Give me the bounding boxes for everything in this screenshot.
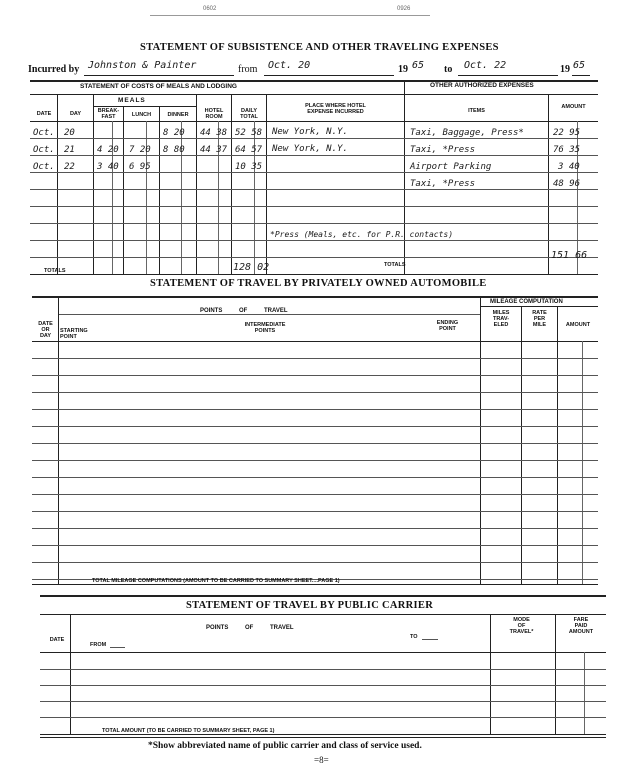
auto-row-line xyxy=(32,545,598,546)
auto-row-line xyxy=(32,358,598,359)
auto-row-line xyxy=(32,443,598,444)
auto-row-line xyxy=(32,477,598,478)
other-header-items: ITEMS xyxy=(468,108,485,114)
meals-totals-label: TOTALS xyxy=(44,268,66,274)
meals-header-hotel: HOTEL ROOM xyxy=(204,108,224,120)
to-date-value[interactable]: Oct. 22 xyxy=(464,60,507,71)
year2-prefix: 19 xyxy=(560,64,570,75)
auto-row-line xyxy=(32,562,598,563)
auto-header-rate: RATE PER MILE xyxy=(532,310,547,328)
meals-header-lunch: LUNCH xyxy=(131,112,152,118)
meals-row-day: 21 xyxy=(64,145,75,155)
meals-row-day: 22 xyxy=(64,162,75,172)
from-date-value[interactable]: Oct. 20 xyxy=(268,60,311,71)
other-totals-label: TOTALS xyxy=(384,262,406,268)
meals-row-breakfast: 4 20 xyxy=(97,145,119,155)
meals-header-dinner: DINNER xyxy=(167,112,189,118)
carrier-row-line xyxy=(40,669,606,670)
carrier-header-fare: FARE PAID AMOUNT xyxy=(568,617,594,635)
auto-total-label: TOTAL MILEAGE COMPUTATIONS (AMOUNT TO BE CARRIED TO SUMMARY SHEET....PAGE 1) xyxy=(92,578,340,584)
other-expense-amount: 22 95 xyxy=(553,128,581,138)
header-mark-2: 0926 xyxy=(397,6,411,12)
meals-row-hotel: 44 37 xyxy=(200,145,228,155)
other-totals-value: 151 66 xyxy=(551,250,588,261)
meals-header-date: DATE xyxy=(36,111,52,117)
public-carrier-title: STATEMENT OF TRAVEL BY PUBLIC CARRIER xyxy=(186,600,434,611)
auto-header-intermediate: INTERMEDIATE POINTS xyxy=(244,322,286,334)
other-expense-item: Taxi, *Press xyxy=(410,179,476,189)
meals-totals-value: 128 02 xyxy=(233,262,270,273)
meals-header-day: DAY xyxy=(69,111,82,117)
meals-row-place: New York, N.Y. xyxy=(272,127,348,137)
meals-header-place: PLACE WHERE HOTEL EXPENSE INCURRED xyxy=(305,103,366,115)
meals-row-lunch: 7 20 xyxy=(129,145,151,155)
carrier-row-line xyxy=(40,685,606,686)
meals-row-dinner: 8 20 xyxy=(163,128,185,138)
auto-points-label: POINTS OF TRAVEL xyxy=(200,308,288,314)
carrier-points-label: POINTS OF TRAVEL xyxy=(206,625,294,631)
to-label: to xyxy=(444,64,453,75)
auto-header-ending: ENDING POINT xyxy=(436,320,459,332)
meals-header-daily-total: DAILY TOTAL xyxy=(240,108,258,120)
meals-row-date: Oct. xyxy=(33,145,55,155)
press-note: *Press (Meals, etc. for P.R. contacts) xyxy=(270,230,454,239)
meals-row-day: 20 xyxy=(64,128,75,138)
meals-row-date: Oct. xyxy=(33,162,55,172)
other-expense-item: Taxi, Baggage, Press* xyxy=(410,128,524,138)
auto-row-line xyxy=(32,392,598,393)
from-label: from xyxy=(238,64,258,75)
incurred-by-value[interactable]: Johnston & Painter xyxy=(88,60,197,71)
meals-row-lunch: 6 95 xyxy=(129,162,151,172)
mileage-computation-label: MILEAGE COMPUTATION xyxy=(490,299,563,305)
other-header-amount: AMOUNT xyxy=(561,104,586,110)
year1-prefix: 19 xyxy=(398,64,408,75)
carrier-total-label: TOTAL AMOUNT (TO BE CARRIED TO SUMMARY SHEET, PAGE 1) xyxy=(102,728,275,734)
auto-header-amount: AMOUNT xyxy=(565,322,591,328)
meals-row-dinner: 8 80 xyxy=(163,145,185,155)
auto-row-line xyxy=(32,426,598,427)
auto-row-line xyxy=(32,375,598,376)
auto-row-line xyxy=(32,460,598,461)
carrier-header-to: TO xyxy=(410,634,418,640)
auto-header-date: DATE OR DAY xyxy=(38,321,53,339)
page-mark: =8= xyxy=(314,755,329,765)
meals-header-breakfast: BREAK- FAST xyxy=(97,108,120,120)
carrier-row-line xyxy=(40,701,606,702)
meals-row-total: 10 35 xyxy=(235,162,263,172)
auto-row-line xyxy=(32,528,598,529)
other-expense-item: Taxi, *Press xyxy=(410,145,476,155)
meals-row-total: 52 58 xyxy=(235,128,263,138)
auto-header-miles: MILES TRAV- ELED xyxy=(492,310,510,328)
year2-value[interactable]: 65 xyxy=(573,60,586,71)
meals-group-label: MEALS xyxy=(118,97,146,104)
auto-header-starting: STARTING POINT xyxy=(60,328,88,340)
meals-row-breakfast: 3 40 xyxy=(97,162,119,172)
header-mark-1: 0602 xyxy=(203,6,217,12)
other-expense-amount: 3 40 xyxy=(558,162,580,172)
meals-row-total: 64 57 xyxy=(235,145,263,155)
other-expense-item: Airport Parking xyxy=(410,162,492,172)
auto-row-line xyxy=(32,494,598,495)
footnote: *Show abbreviated name of public carrier and class of service used. xyxy=(148,741,422,751)
carrier-header-from: FROM xyxy=(90,642,107,648)
other-expense-amount: 76 35 xyxy=(553,145,581,155)
carrier-header-mode: MODE OF TRAVEL* xyxy=(509,617,534,635)
subsistence-title: STATEMENT OF SUBSISTENCE AND OTHER TRAVELING EXPENSES xyxy=(140,42,499,53)
carrier-header-date: DATE xyxy=(49,637,65,643)
year1-value[interactable]: 65 xyxy=(412,60,425,71)
meals-row-hotel: 44 38 xyxy=(200,128,228,138)
meals-row-date: Oct. xyxy=(33,128,55,138)
carrier-row-line xyxy=(40,717,606,718)
meals-row-place: New York, N.Y. xyxy=(272,144,348,154)
auto-row-line xyxy=(32,409,598,410)
incurred-by-label: Incurred by xyxy=(28,64,80,75)
other-expense-amount: 48 96 xyxy=(553,179,581,189)
auto-row-line xyxy=(32,511,598,512)
other-expenses-title: OTHER AUTHORIZED EXPENSES xyxy=(430,82,534,89)
auto-travel-title: STATEMENT OF TRAVEL BY PRIVATELY OWNED AUTOMOBILE xyxy=(150,278,487,289)
meals-table-title: STATEMENT OF COSTS OF MEALS AND LODGING xyxy=(80,83,237,90)
